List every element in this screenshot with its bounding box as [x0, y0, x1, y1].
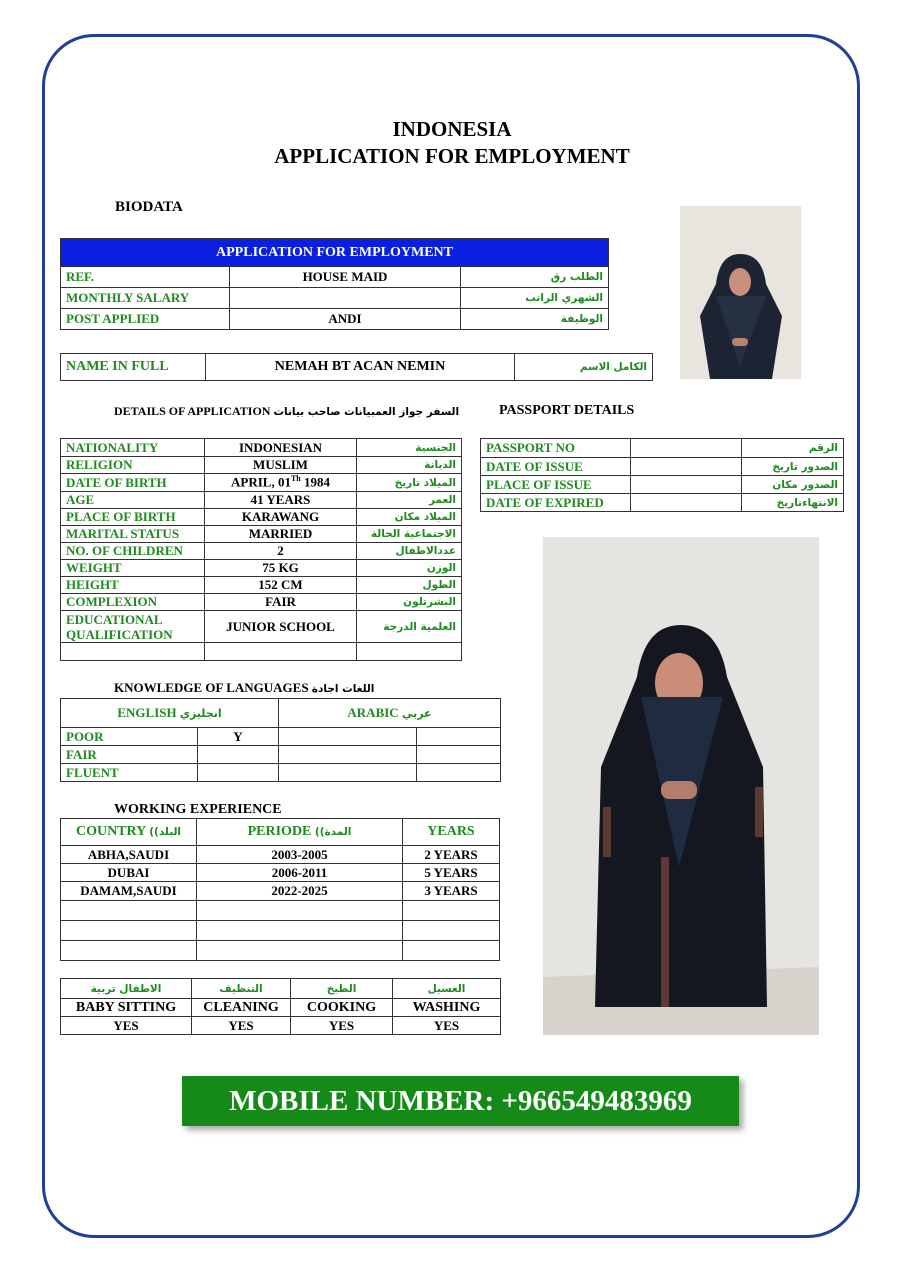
- religion-arabic: الديانة: [357, 457, 462, 474]
- height-label: HEIGHT: [61, 577, 205, 594]
- fair-extra: [417, 746, 501, 764]
- fair-english: [198, 746, 279, 764]
- height-arabic: الطول: [357, 577, 462, 594]
- education-arabic: العلمية الدرجة: [357, 611, 462, 643]
- salary-label: MONTHLY SALARY: [61, 288, 230, 309]
- exp-empty-cell: [197, 921, 403, 941]
- weight-arabic: الوزن: [357, 560, 462, 577]
- arabic-header-arabic: عربي: [401, 707, 432, 720]
- children-arabic: عددالاطفال: [357, 543, 462, 560]
- details-heading: [114, 404, 459, 419]
- portrait-photo-small: [680, 206, 801, 379]
- languages-heading-arabic: اللغات اجادة: [311, 683, 375, 695]
- complexion-value: FAIR: [205, 594, 357, 611]
- pob-label: PLACE OF BIRTH: [61, 509, 205, 526]
- complexion-arabic: البشرتلون: [357, 594, 462, 611]
- exp-period: 2006-2011: [197, 864, 403, 882]
- period-header: [197, 819, 403, 846]
- woman-figure-icon: [680, 206, 801, 379]
- details-heading-text: DETAILS OF APPLICATION: [114, 404, 271, 418]
- details-empty-cell: [61, 643, 205, 661]
- country-header-arabic: ((البلد: [149, 826, 182, 838]
- skill-value: YES: [61, 1017, 192, 1035]
- english-header-text: ENGLISH: [117, 705, 177, 720]
- exp-country: ABHA,SAUDI: [61, 846, 197, 864]
- name-label: NAME IN FULL: [61, 354, 206, 381]
- skill-label: COOKING: [291, 999, 393, 1017]
- passport-no-arabic: الرقم: [742, 439, 844, 458]
- age-arabic: العمر: [357, 492, 462, 509]
- nationality-arabic: الجنسية: [357, 439, 462, 457]
- period-header-text: PERIODE: [247, 824, 312, 839]
- fluent-english: [198, 764, 279, 782]
- details-heading-arabic: السفر جواز العمبيانات صاحب بيانات: [273, 406, 460, 418]
- post-label: POST APPLIED: [61, 309, 230, 330]
- expiry-arabic: الانتهاءتاريخ: [742, 494, 844, 512]
- dob-label: DATE OF BIRTH: [61, 474, 205, 492]
- english-header-arabic: انجليزي: [179, 707, 222, 720]
- poor-english: Y: [198, 728, 279, 746]
- experience-heading: WORKING EXPERIENCE: [114, 802, 282, 817]
- portrait-photo-large: [543, 537, 819, 1035]
- skill-label: BABY SITTING: [61, 999, 192, 1017]
- expiry-value: [631, 494, 742, 512]
- skill-arabic: الطبخ: [291, 979, 393, 999]
- exp-empty-cell: [403, 941, 500, 961]
- dob-value-sup: Th: [290, 474, 301, 484]
- level-fair: FAIR: [61, 746, 198, 764]
- application-table: [60, 238, 609, 330]
- woman-full-figure-icon: [543, 537, 819, 1035]
- exp-empty-cell: [197, 941, 403, 961]
- experience-table: [60, 818, 500, 961]
- salary-value: [230, 288, 461, 309]
- height-value: 152 CM: [205, 577, 357, 594]
- level-poor: POOR: [61, 728, 198, 746]
- name-arabic: الكامل الاسم: [515, 354, 653, 381]
- biodata-heading: BIODATA: [115, 199, 183, 215]
- age-label: AGE: [61, 492, 205, 509]
- poor-arabic: [279, 728, 417, 746]
- pob-arabic: الميلاد مكان: [357, 509, 462, 526]
- exp-empty-cell: [61, 901, 197, 921]
- marital-value: MARRIED: [205, 526, 357, 543]
- exp-years: 5 YEARS: [403, 864, 500, 882]
- pob-value: KARAWANG: [205, 509, 357, 526]
- exp-empty-cell: [403, 901, 500, 921]
- skill-arabic: الاطفال تربية: [61, 979, 192, 999]
- country-title: INDONESIA: [392, 117, 512, 141]
- exp-years: 3 YEARS: [403, 882, 500, 901]
- country-header: [61, 819, 197, 846]
- education-label-line1: EDUCATIONAL: [66, 611, 163, 627]
- weight-value: 75 KG: [205, 560, 357, 577]
- ref-arabic: الطلب رق: [461, 267, 609, 288]
- ref-label: REF.: [61, 267, 230, 288]
- name-value: NEMAH BT ACAN NEMIN: [206, 354, 515, 381]
- education-value: JUNIOR SCHOOL: [205, 611, 357, 643]
- ref-value: HOUSE MAID: [230, 267, 461, 288]
- arabic-header: [279, 699, 501, 728]
- exp-country: DUBAI: [61, 864, 197, 882]
- dob-arabic: الميلاد تاريخ: [357, 474, 462, 492]
- education-label: [61, 611, 205, 643]
- name-table: [60, 353, 653, 381]
- exp-period: 2003-2005: [197, 846, 403, 864]
- issue-place-value: [631, 476, 742, 494]
- skill-value: YES: [192, 1017, 291, 1035]
- fair-arabic: [279, 746, 417, 764]
- details-table: [60, 438, 462, 661]
- years-header: YEARS: [403, 819, 500, 846]
- children-label: NO. OF CHILDREN: [61, 543, 205, 560]
- religion-value: MUSLIM: [205, 457, 357, 474]
- mobile-number-banner: MOBILE NUMBER: +966549483969: [182, 1076, 739, 1126]
- exp-empty-cell: [61, 941, 197, 961]
- dob-value: [205, 474, 357, 492]
- languages-heading-text: KNOWLEDGE OF LANGUAGES: [114, 680, 309, 695]
- skill-value: YES: [393, 1017, 501, 1035]
- issue-place-label: PLACE OF ISSUE: [481, 476, 631, 494]
- complexion-label: COMPLEXION: [61, 594, 205, 611]
- period-header-arabic: ((المدة: [314, 826, 352, 838]
- languages-heading: [114, 680, 374, 696]
- age-value: 41 YEARS: [205, 492, 357, 509]
- exp-country: DAMAM,SAUDI: [61, 882, 197, 901]
- marital-arabic: الاجتماعية الحالة: [357, 526, 462, 543]
- issue-place-arabic: الصدور مكان: [742, 476, 844, 494]
- fluent-extra: [417, 764, 501, 782]
- passport-table: [480, 438, 844, 512]
- passport-no-label: PASSPORT NO: [481, 439, 631, 458]
- exp-empty-cell: [61, 921, 197, 941]
- details-empty-cell: [357, 643, 462, 661]
- religion-label: RELIGION: [61, 457, 205, 474]
- skill-value: YES: [291, 1017, 393, 1035]
- skill-arabic: التنظيف: [192, 979, 291, 999]
- expiry-label: DATE OF EXPIRED: [481, 494, 631, 512]
- arabic-header-text: ARABIC: [347, 705, 399, 720]
- issue-date-label: DATE OF ISSUE: [481, 458, 631, 476]
- languages-table: [60, 698, 501, 782]
- exp-period: 2022-2025: [197, 882, 403, 901]
- issue-date-value: [631, 458, 742, 476]
- nationality-label: NATIONALITY: [61, 439, 205, 457]
- details-empty-cell: [205, 643, 357, 661]
- skill-label: WASHING: [393, 999, 501, 1017]
- salary-arabic: الشهري الراتب: [461, 288, 609, 309]
- exp-empty-cell: [197, 901, 403, 921]
- issue-date-arabic: الصدور تاريخ: [742, 458, 844, 476]
- skill-arabic: الغسيل: [393, 979, 501, 999]
- education-label-line2: QUALIFICATION: [66, 626, 173, 642]
- application-banner: APPLICATION FOR EMPLOYMENT: [61, 239, 609, 267]
- english-header: [61, 699, 279, 728]
- post-arabic: الوظيفة: [461, 309, 609, 330]
- marital-label: MARITAL STATUS: [61, 526, 205, 543]
- poor-extra: [417, 728, 501, 746]
- skills-table: [60, 978, 501, 1035]
- dob-value-main: APRIL, 01: [231, 474, 291, 490]
- country-header-text: COUNTRY: [75, 824, 146, 839]
- level-fluent: FLUENT: [61, 764, 198, 782]
- exp-years: 2 YEARS: [403, 846, 500, 864]
- passport-heading: PASSPORT DETAILS: [499, 403, 635, 418]
- exp-empty-cell: [403, 921, 500, 941]
- skill-label: CLEANING: [192, 999, 291, 1017]
- fluent-arabic: [279, 764, 417, 782]
- children-value: 2: [205, 543, 357, 560]
- post-value: ANDI: [230, 309, 461, 330]
- weight-label: WEIGHT: [61, 560, 205, 577]
- dob-value-year: 1984: [300, 474, 330, 490]
- page-title: APPLICATION FOR EMPLOYMENT: [274, 144, 630, 168]
- passport-no-value: [631, 439, 742, 458]
- nationality-value: INDONESIAN: [205, 439, 357, 457]
